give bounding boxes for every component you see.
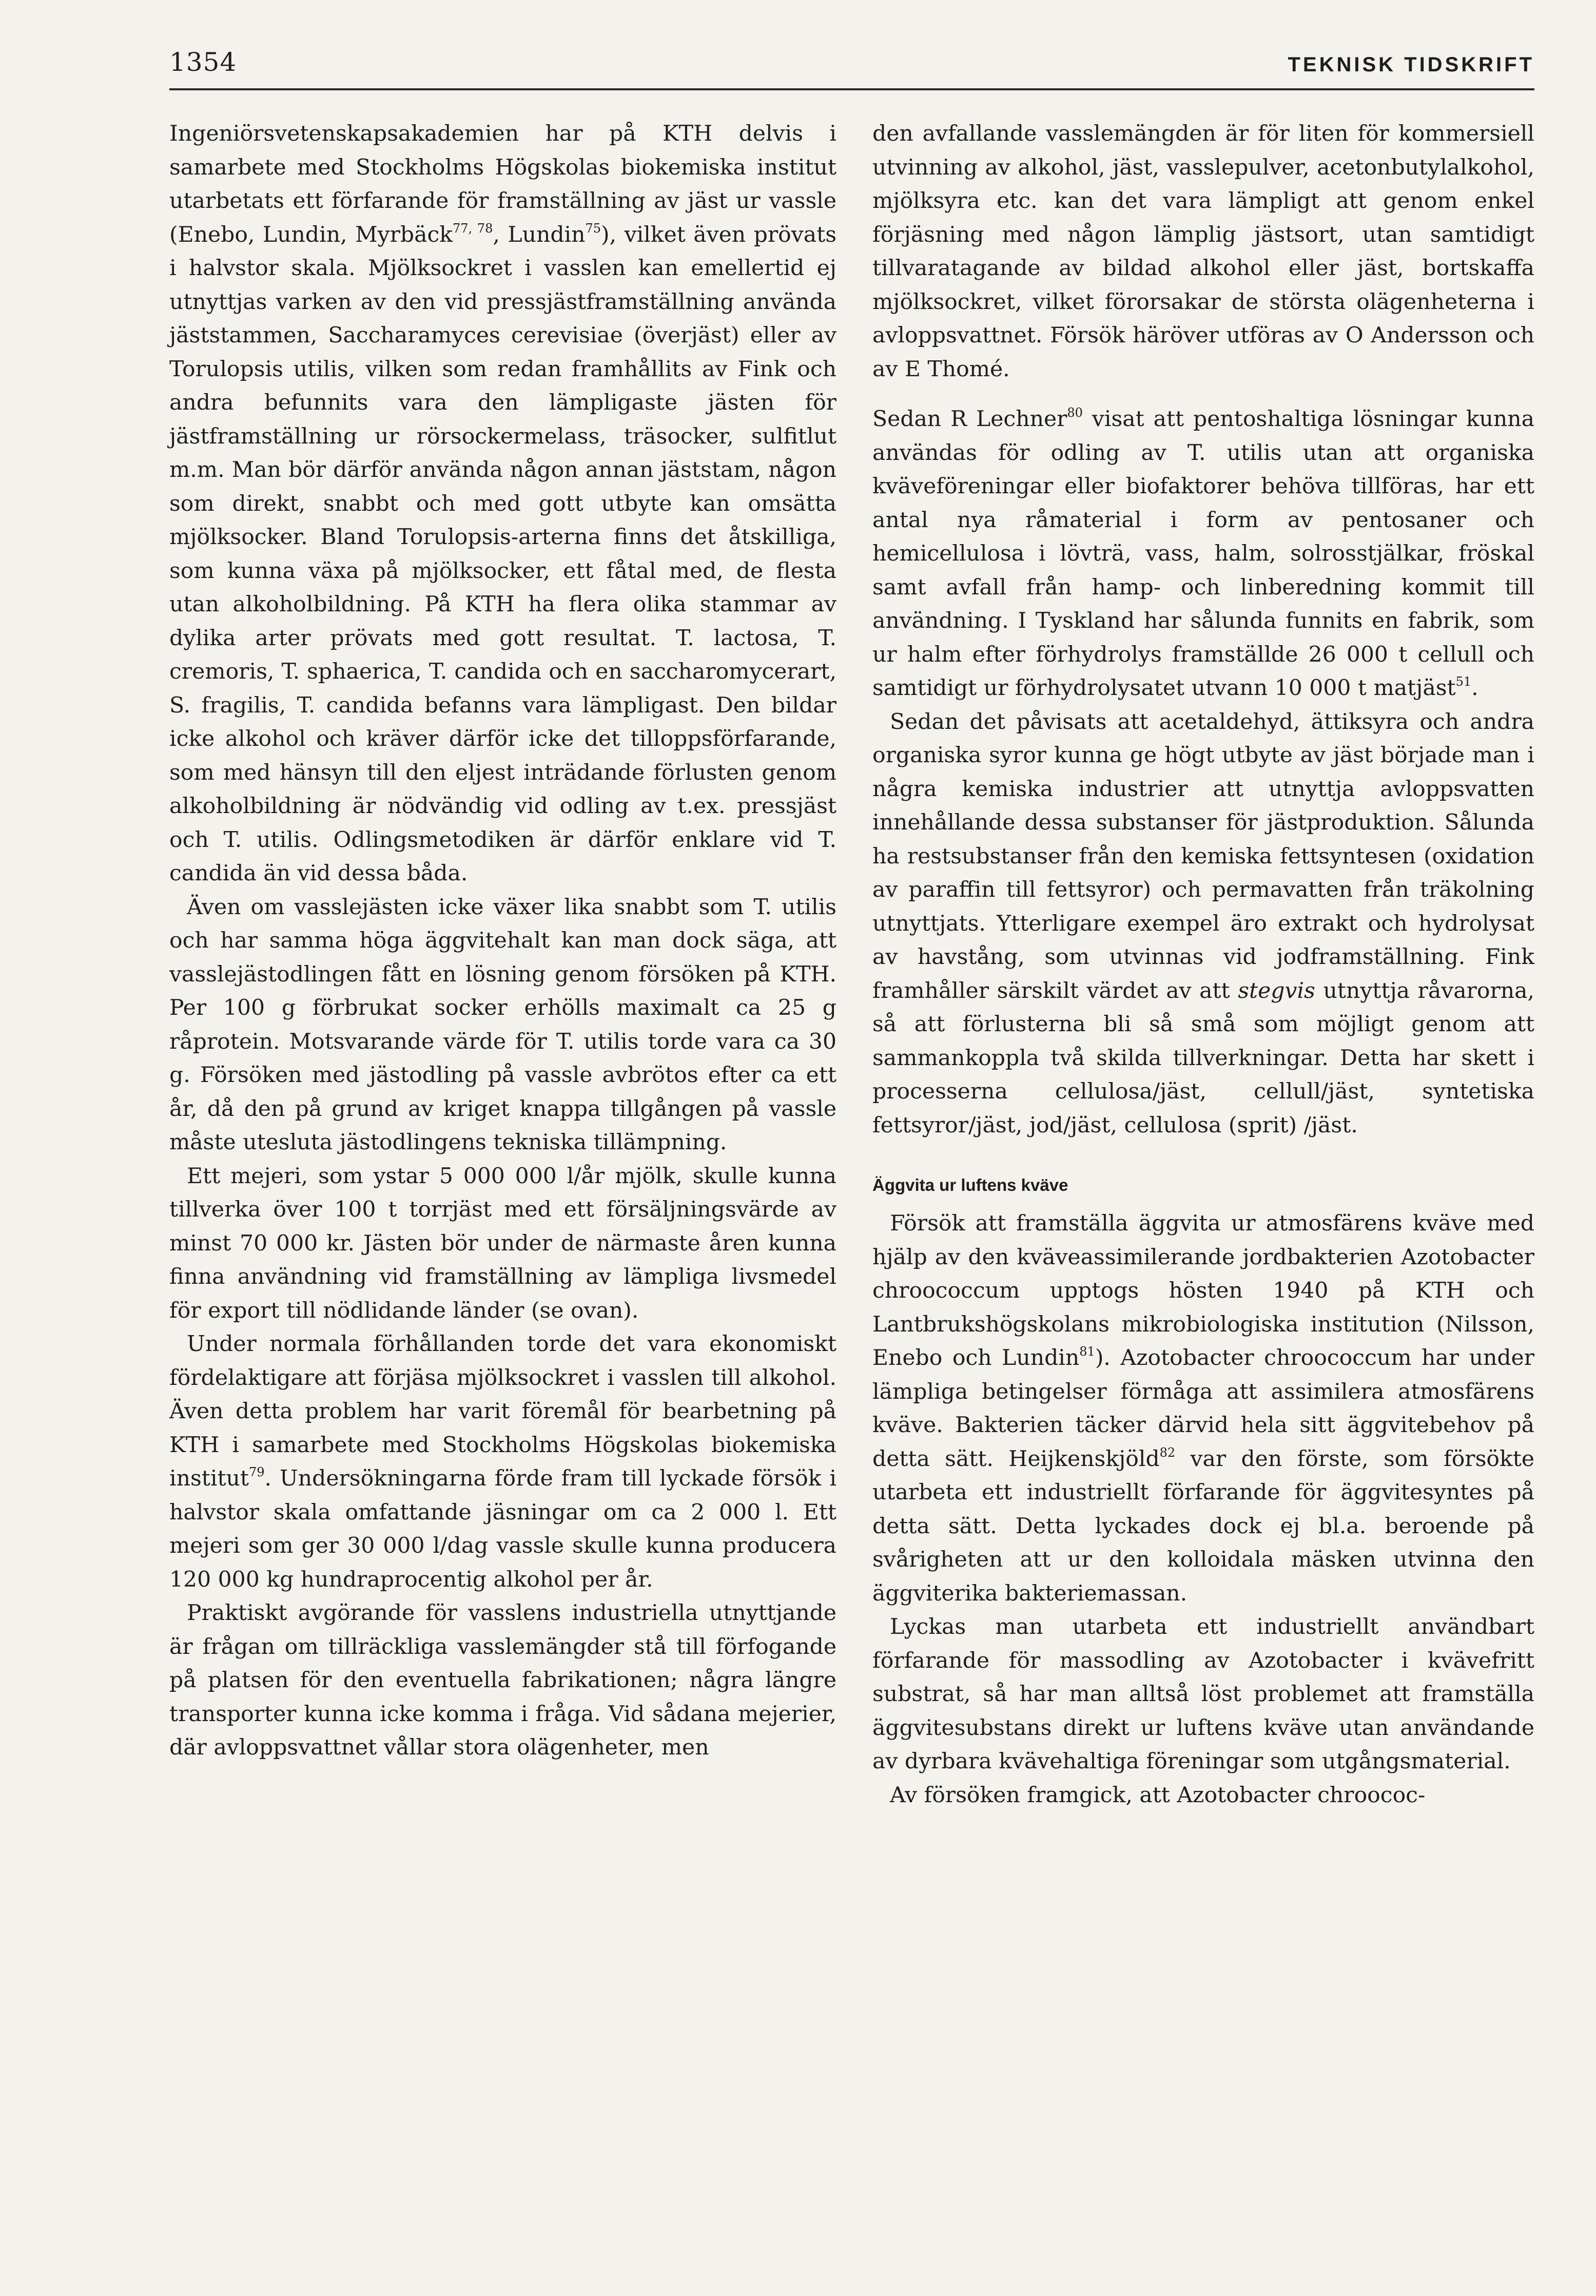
paragraph: Under normala förhållanden torde det vara ekonomiskt fördelaktigare att förjäsa mjölksockret i vasslen till alkohol. Även detta problem har varit föremål för bearbetning på KTH i samarbete med Stockholms Högskolas biokemiska institut$^{79}$. Undersökningarna förde fram till lyckade försök i halvstor skala omfattande jäsningar om ca 2 000 l. Ett mejeri som ger 30 000 l/dag vassle skulle kunna producera 120 000 kg hundraprocentig alkohol per år. (169, 1332, 836, 1592)
page-header (169, 36, 1534, 92)
paragraph: den avfallande vasslemängden är för liten för kommersiell utvinning av alkohol, jäst, vasslepulver, acetonbutylalkohol, mjölksyra etc. kan det vara lämpligt att genom enkel förjäsning med någon lämplig jästsort, utan samtidigt tillvaratagande av bildad alkohol eller jäst, bortskaffa mjölksockret, vilket förorsakar de största olägenheterna i avloppsvattnet. Försök häröver utföras av O Andersson och av E Thomé. (872, 121, 1534, 382)
right-column (872, 117, 1534, 1812)
paragraph: Sedan R Lechner$^{80}$ visat att pentoshaltiga lösningar kunna användas för odling av T. utilis utan att organiska kväveföreningar eller biofaktorer behöva tillföras, har ett antal nya råmaterial i form av pentosaner och hemicellulosa i lövträ, vass, halm, solrosstjälkar, fröskal samt avfall från hamp- och linberedning kommit till användning. I Tyskland har sålunda funnits en fabrik, som ur halm efter förhydrolys framställde 26 000 t cellull och samtidigt ur förhydrolysatet utvann 10 000 t matjäst$^{51}$. (872, 406, 1534, 701)
footnote-ref: 77, 78 (453, 221, 493, 236)
emphasis: stegvis (1238, 978, 1315, 1004)
footnote-ref: 80 (1067, 406, 1083, 420)
paragraph: Sedan det påvisats att acetaldehyd, ättiksyra och andra organiska syror kunna ge högt utbyte av jäst började man i några kemiska industrier att utnyttja avloppsvatten innehållande dessa substanser för jästproduktion. Sålunda ha restsubstanser från den kemiska fettsyntesen (oxidation av paraffin till fettsyror) och permavatten från träkolning utnyttjats. Ytterligare exempel äro extrakt och hydrolysat av havstång, som utvinnas vid jodframställning. Fink framhåller särskilt värdet av att stegvis utnyttja råvarorna, så att förlusterna bli så små som möjligt genom att sammankoppla två skilda tillverkningar. Detta har skett i processerna cellulosa/jäst, cellull/jäst, syntetiska fettsyror/jäst, jod/jäst, cellulosa (sprit) /jäst. (872, 709, 1534, 1138)
journal-title: TEKNISK TIDSKRIFT (1288, 53, 1534, 76)
footnote-ref: 82 (1159, 1445, 1176, 1460)
section-heading: Äggvita ur luftens kväve (872, 1175, 1068, 1194)
paragraph: Lyckas man utarbeta ett industriellt användbart förfarande för massodling av Azotobacter i kvävefritt substrat, så har man alltså löst problemet att framställa äggvitesubstans direkt ur luftens kväve utan användande av dyrbara kvävehaltiga föreningar som utgångsmaterial. (872, 1614, 1534, 1774)
paragraph: Av försöken framgick, att Azotobacter chroococ- (890, 1782, 1426, 1808)
footnote-ref: 81 (1079, 1344, 1095, 1359)
paragraph: Praktiskt avgörande för vasslens industriella utnyttjande är frågan om tillräckliga vasslemängder stå till förfogande på platsen för den eventuella fabrikationen; några längre transporter kunna icke komma i fråga. Vid sådana mejerier, där avloppsvattnet vållar stora olägenheter, men (169, 1600, 836, 1760)
paragraph: Försök att framställa äggvita ur atmosfärens kväve med hjälp av den kväveassimilerande jordbakterien Azotobacter chroococcum upptogs hösten 1940 på KTH och Lantbrukshögskolans mikrobiologiska institution (Nilsson, Enebo och Lundin$^{81}$). Azotobacter chroococcum har under lämpliga betingelser förmåga att assimilera atmosfärens kväve. Bakterien täcker därvid hela sitt äggvitebehov på detta sätt. Heijkenskjöld$^{82}$ var den förste, som försökte utarbeta ett industriellt förfarande för äggvitesyntes på detta sätt. Detta lyckades dock ej bl.a. beroende på svårigheten att ur den kolloidala mäsken utvinna den äggviterika bakteriemassan. (872, 1211, 1534, 1606)
left-column (169, 117, 836, 1765)
paragraph: Även om vasslejästen icke växer lika snabbt som T. utilis och har samma höga äggvitehalt kan man dock säga, att vasslejästodlingen fått en lösning genom försöken på KTH. Per 100 g förbrukat socker erhölls maximalt ca 25 g råprotein. Motsvarande värde för T. utilis torde vara ca 30 g. Försöken med jästodling på vassle avbrötos efter ca ett år, då den på grund av kriget knappa tillgången på vassle måste utesluta jästodlingens tekniska tillämpning. (169, 894, 836, 1155)
footnote-ref: 79 (248, 1465, 265, 1479)
footnote-ref: 51 (1455, 674, 1472, 689)
page-number: 1354 (169, 47, 237, 77)
header-rule (169, 88, 1534, 90)
paragraph: Ett mejeri, som ystar 5 000 000 l/år mjölk, skulle kunna tillverka över 100 t torrjäst med ett försäljningsvärde av minst 70 000 kr. Jästen bör under de närmaste åren kunna finna användning vid framställning av lämpliga livsmedel för export till nödlidande länder (se ovan). (169, 1163, 836, 1323)
paragraph: Ingeniörsvetenskapsakademien har på KTH delvis i samarbete med Stockholms Högskolas biokemiska institut utarbetats ett förfarande för framställning av jäst ur vassle (Enebo, Lundin, Myrbäck$^{77, 78}$, Lundin$^{75}$), vilket även prövats i halvstor skala. Mjölksockret i vasslen kan emellertid ej utnyttjas varken av den vid pressjästframställning använda jäststammen, Saccharamyces cerevisiae (överjäst) eller av Torulopsis utilis, vilken som redan framhållits av Fink och andra befunnits vara den lämpligaste jästen för jästframställning ur rörsockermelass, träsocker, sulfitlut m.m. Man bör därför använda någon annan jäststam, någon som direkt, snabbt och med gott utbyte kan omsätta mjölksocker. Bland Torulopsis-arterna finns det åtskilliga, som kunna växa på mjölksocker, ett fåtal med, de flesta utan alkoholbildning. På KTH ha flera olika stammar av dylika arter prövats med gott resultat. T. lactosa, T. cremoris, T. sphaerica, T. candida och en saccharomycerart, S. fragilis, T. candida befanns vara lämpligast. Den bildar icke alkohol och kräver därför icke det tilloppsförfarande, som med hänsyn till den eljest inträdande förlusten genom alkoholbildning är nödvändig vid odling av t.ex. pressjäst och T. utilis. Odlingsmetodiken är därför enklare vid T. candida än vid dessa båda. (169, 121, 836, 886)
footnote-ref: 75 (585, 221, 601, 236)
